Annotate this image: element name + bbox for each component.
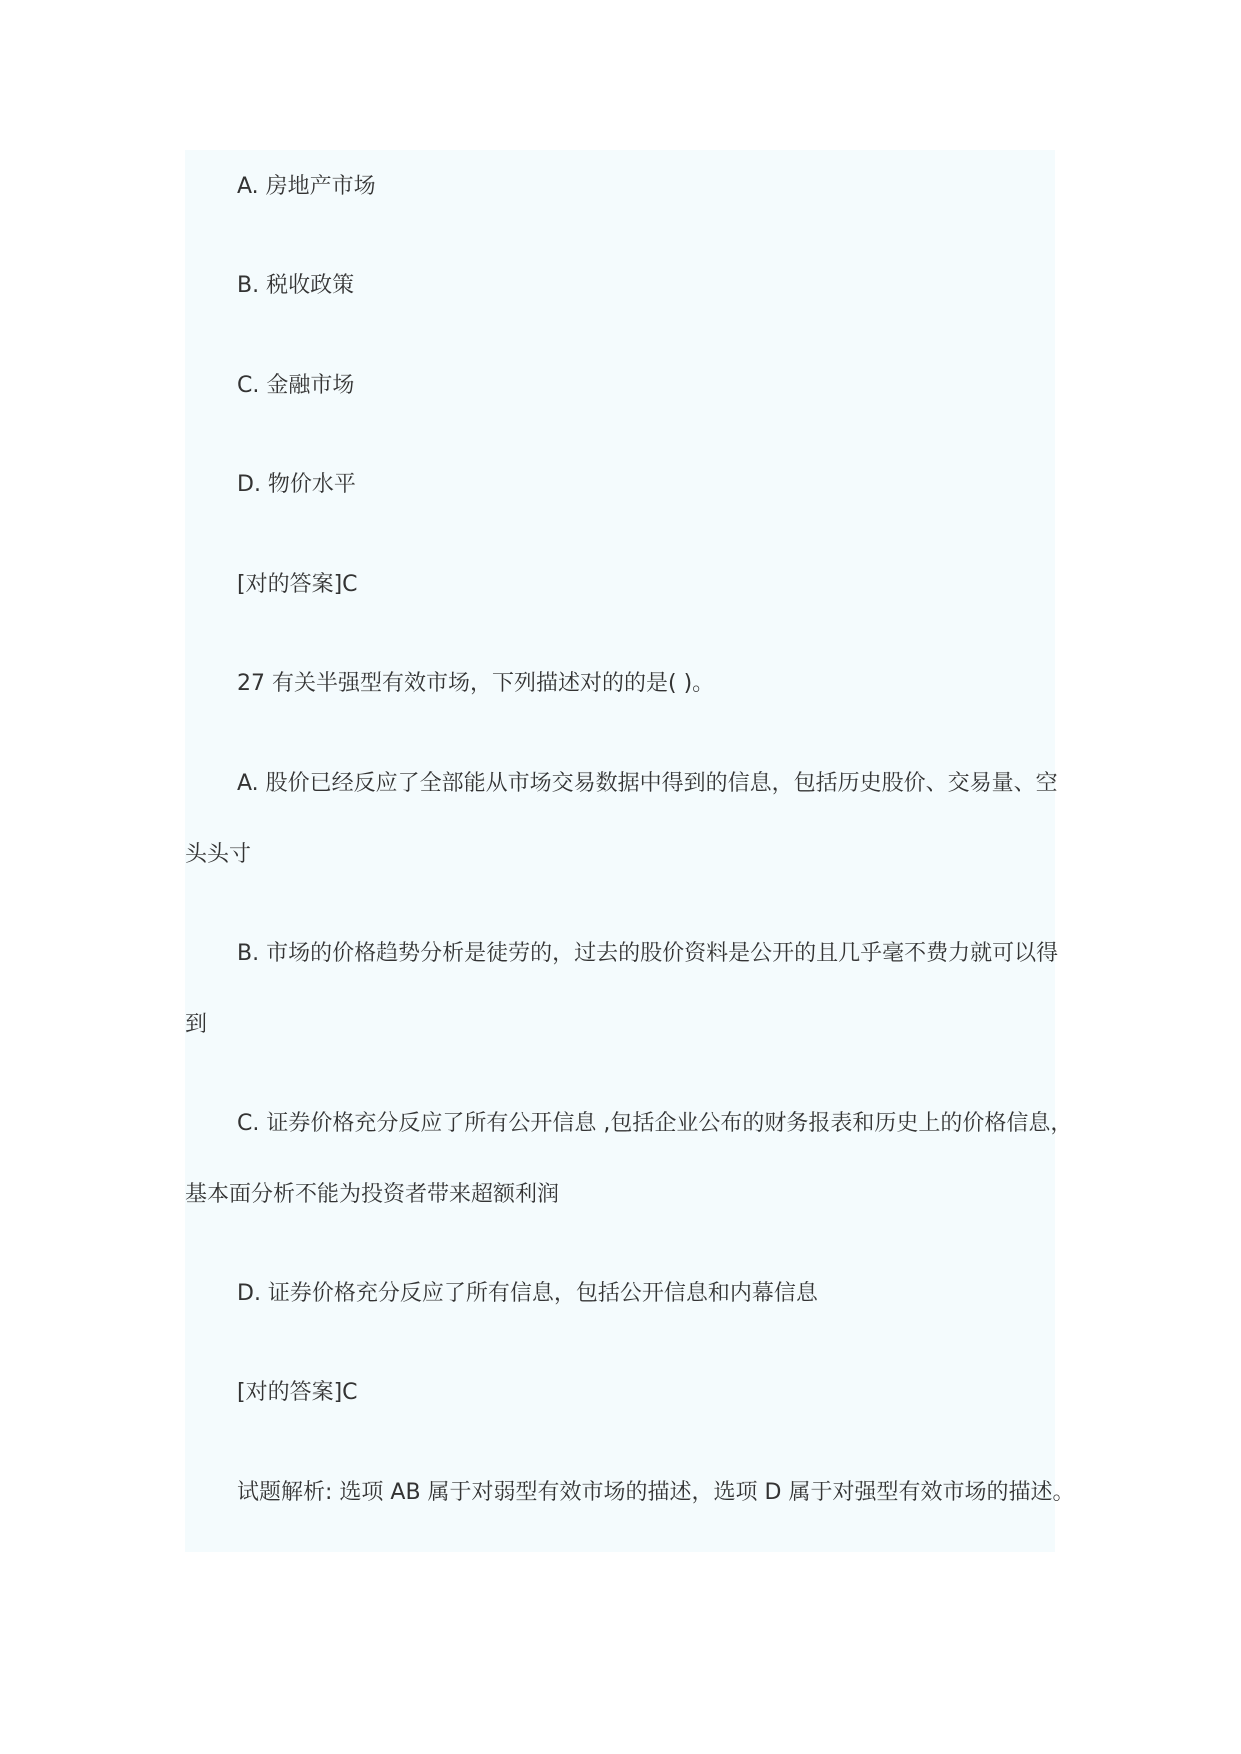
q26-option-a: A. 房地产市场 [237, 174, 376, 199]
q26-answer: [对的答案]C [237, 572, 358, 597]
q27-answer: [对的答案]C [237, 1380, 358, 1405]
q27-option-a-line2: 头头寸 [185, 842, 252, 867]
q27-option-a-line1: A. 股价已经反应了全部能从市场交易数据中得到的信息，包括历史股价、交易量、空 [237, 771, 1058, 796]
q27-option-c-line2: 基本面分析不能为投资者带来超额利润 [185, 1182, 560, 1207]
q27-option-b-line2: 到 [185, 1012, 208, 1037]
q27-explanation: 试题解析: 选项 AB 属于对弱型有效市场的描述，选项 D 属于对强型有效市场的描述。 [237, 1480, 1075, 1505]
q27-question: 27 有关半强型有效市场，下列描述对的的是( )。 [237, 671, 715, 696]
q26-option-c: C. 金融市场 [237, 373, 355, 398]
q26-option-b: B. 税收政策 [237, 273, 355, 298]
q26-option-d: D. 物价水平 [237, 472, 356, 497]
q27-option-b-line1: B. 市场的价格趋势分析是徒劳的，过去的股价资料是公开的且几乎毫不费力就可以得 [237, 941, 1059, 966]
q27-option-d: D. 证券价格充分反应了所有信息，包括公开信息和内幕信息 [237, 1281, 818, 1306]
q27-option-c-line1: C. 证券价格充分反应了所有公开信息 ,包括企业公布的财务报表和历史上的价格信息， [237, 1111, 1073, 1136]
